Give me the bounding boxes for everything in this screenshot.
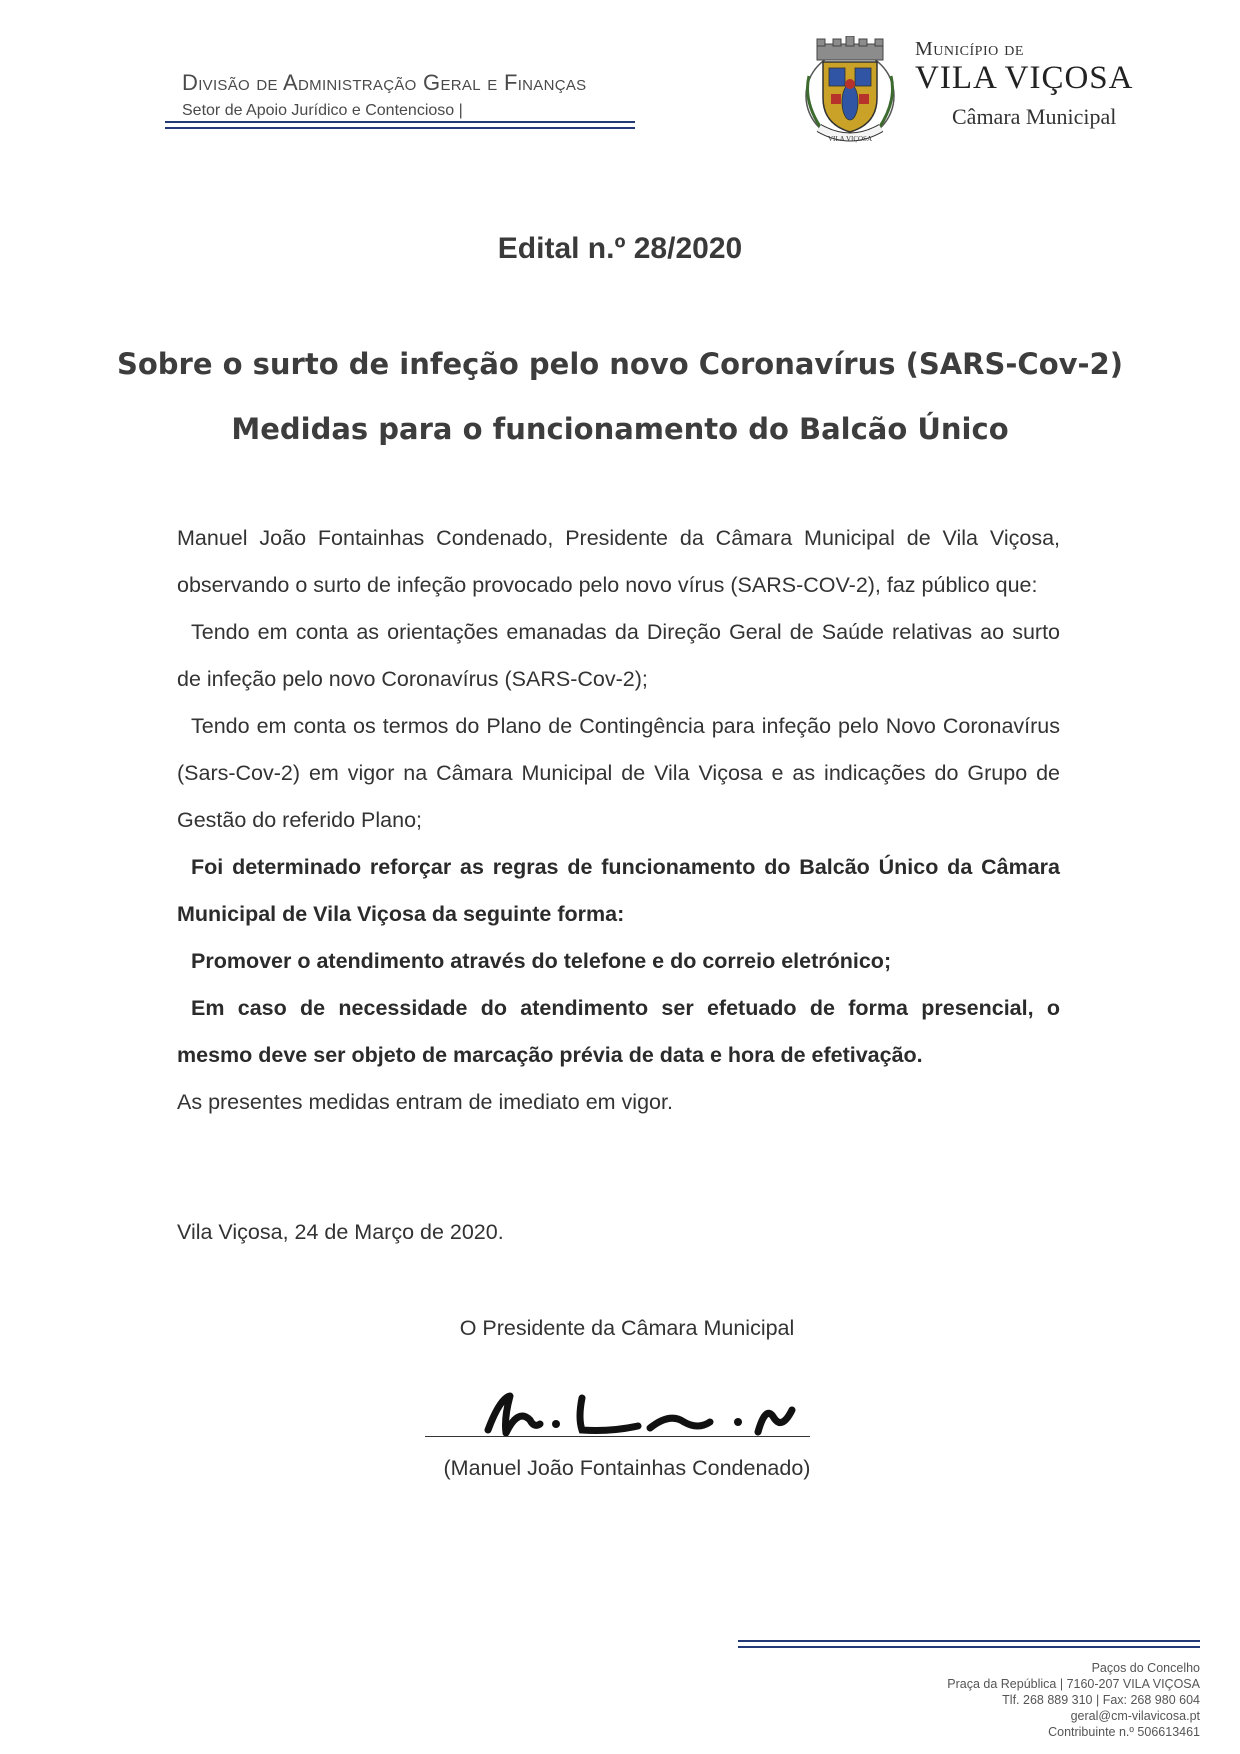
paragraph-dgs: Tendo em conta as orientações emanadas da Direção Geral de Saúde relativas ao surto de infeção pelo novo Coronavírus (SARS-Cov-2);: [177, 620, 1060, 691]
signature-line: [425, 1436, 810, 1437]
headline-subject: Sobre o surto de infeção pelo novo Coronavírus (SARS-Cov-2): [116, 347, 1123, 381]
footer-street: Praça da República | 7160-207 VILA VIÇOSA: [947, 1677, 1200, 1691]
paragraph-appointment: Em caso de necessidade do atendimento ser efetuado de forma presencial, o mesmo deve ser objeto de marcação prévia de data e hora de efetivação.: [177, 996, 1060, 1067]
president-title: O Presidente da Câmara Municipal: [459, 1316, 795, 1340]
department-title: Divisão de Administração Geral e Finanças: [182, 70, 587, 95]
footer-taxpayer: Contribuinte n.º 506613461: [1048, 1725, 1200, 1739]
municipality-label: Município de: [915, 38, 1024, 60]
paragraph-intro: Manuel João Fontainhas Condenado, Presidente da Câmara Municipal de Vila Viçosa, observando o surto de infeção provocado pelo novo vírus (SARS-COV-2), faz público que:: [177, 526, 1060, 597]
header-rule-top: [165, 121, 635, 123]
paragraph-remote-service: Promover o atendimento através do telefone e do correio eletrónico;: [191, 949, 892, 973]
footer-rule-bottom: [738, 1646, 1200, 1648]
crest-ribbon-text: VILA VIÇOSA: [827, 135, 873, 143]
footer-building: Paços do Concelho: [1091, 1661, 1200, 1675]
municipality-name: VILA VIÇOSA: [915, 60, 1134, 96]
municipality-chamber: Câmara Municipal: [952, 104, 1117, 129]
header-rule-bottom: [165, 127, 635, 129]
footer-email: geral@cm-vilavicosa.pt: [1070, 1709, 1200, 1723]
municipal-crest-icon: [795, 36, 905, 146]
paragraph-effective: As presentes medidas entram de imediato em vigor.: [177, 1090, 673, 1114]
sector-subtitle: Setor de Apoio Jurídico e Contencioso |: [182, 102, 463, 119]
headline-measures: Medidas para o funcionamento do Balcão Único: [231, 412, 1009, 446]
document-body: [177, 515, 1060, 1126]
footer-rule-top: [738, 1640, 1200, 1642]
paragraph-contingency-plan: Tendo em conta os termos do Plano de Contingência para infeção pelo Novo Coronavírus (Sars-Cov-2) em vigor na Câmara Municipal de Vila Viçosa e as indicações do Grupo de Gestão do referido Plano;: [177, 714, 1060, 832]
president-name: (Manuel João Fontainhas Condenado): [443, 1456, 811, 1480]
edital-number: Edital n.º 28/2020: [497, 232, 743, 265]
footer-phone-fax: Tlf. 268 889 310 | Fax: 268 980 604: [1002, 1693, 1200, 1707]
signature-icon: [470, 1378, 810, 1448]
paragraph-determination: Foi determinado reforçar as regras de funcionamento do Balcão Único da Câmara Municipal de Vila Viçosa da seguinte forma:: [177, 855, 1060, 926]
footer-address: [947, 1660, 1200, 1740]
date-line: Vila Viçosa, 24 de Março de 2020.: [177, 1220, 504, 1244]
